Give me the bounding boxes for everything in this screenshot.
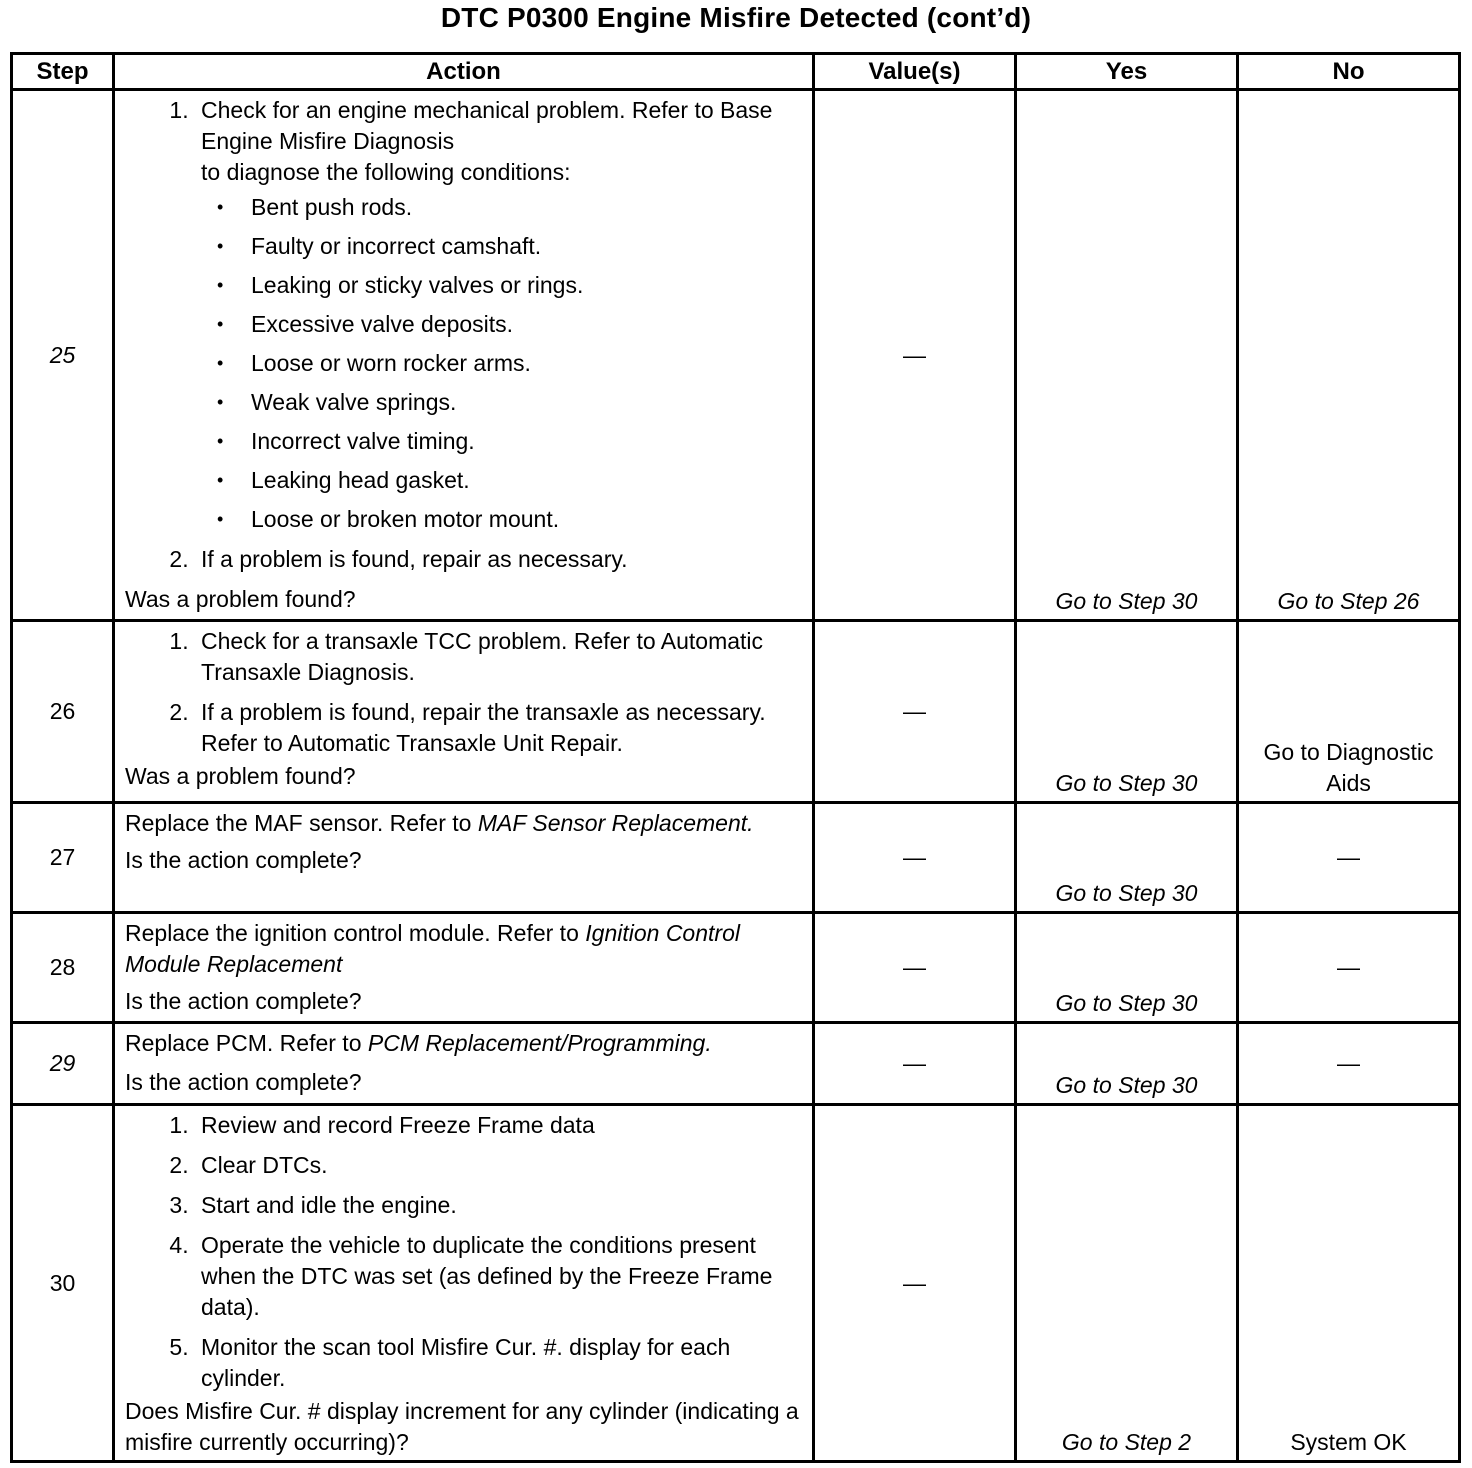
question-text: Was a problem found? [125,586,356,612]
step-number: 28 [12,913,114,1023]
table-row-step-30 [12,1105,1460,1462]
list-item: 2. If a problem is found, repair as necessary. [195,544,806,575]
question-text: Was a problem found? [125,763,356,789]
no-cell: — [1238,803,1460,913]
table-row-step-25 [12,90,1460,621]
value-cell: — [814,913,1016,1023]
list-item-text: Check for an engine mechanical problem. Refer to Base Engine Misfire Diagnosis [201,97,773,154]
step-number: 29 [12,1023,114,1105]
question-text: Is the action complete? [125,847,362,873]
action-cell [114,803,814,913]
action-text: Replace the MAF sensor. Refer to [125,810,472,836]
action-text: Replace PCM. Refer to [125,1030,362,1056]
step-number: 25 [12,90,114,621]
diagnostic-table [10,52,1461,1463]
no-cell: Go to Step 26 [1238,90,1460,621]
action-cell [114,1105,814,1462]
step-number: 26 [12,621,114,803]
yes-cell: Go to Step 30 [1016,90,1238,621]
step-number: 30 [12,1105,114,1462]
value-cell: — [814,1105,1016,1462]
no-cell-text: Go to Diagnostic Aids [1263,739,1434,796]
reference-link-text: Ignition Control Module Replacement [125,920,740,977]
list-item: 2. If a problem is found, repair the transaxle as necessary. Refer to Automatic Transaxle Unit Repair. [195,697,806,759]
condition-item: • Bent push rods. [245,192,806,223]
header-yes: Yes [1016,54,1238,90]
no-cell: System OK [1238,1105,1460,1462]
yes-cell: Go to Step 30 [1016,1023,1238,1105]
no-cell [1238,621,1460,803]
table-header-row [12,54,1460,90]
condition-item: • Loose or worn rocker arms. [245,348,806,379]
action-list [125,1110,806,1394]
action-cell [114,1023,814,1105]
page-title: DTC P0300 Engine Misfire Detected (cont’d) [440,2,1032,33]
list-item: 3. Start and idle the engine. [195,1190,806,1221]
step-number: 27 [12,803,114,913]
condition-item: • Leaking or sticky valves or rings. [245,270,806,301]
table-row-step-28 [12,913,1460,1023]
reference-link-text: MAF Sensor Replacement. [477,810,754,836]
list-item: 2. Clear DTCs. [195,1150,806,1181]
question-text: Is the action complete? [125,988,362,1014]
header-action: Action [114,54,814,90]
list-item: 1. Check for a transaxle TCC problem. Refer to Automatic Transaxle Diagnosis. [195,626,806,688]
action-cell [114,90,814,621]
list-item: 5. Monitor the scan tool Misfire Cur. #. display for each cylinder. [195,1332,806,1394]
value-cell: — [814,90,1016,621]
condition-item: • Leaking head gasket. [245,465,806,496]
yes-cell: Go to Step 2 [1016,1105,1238,1462]
action-cell [114,913,814,1023]
list-item: 4. Operate the vehicle to duplicate the conditions present when the DTC was set (as defined by the Freeze Frame data). [195,1230,806,1323]
action-list [125,95,806,575]
reference-link-text: PCM Replacement/Programming. [367,1030,712,1056]
table-row-step-27 [12,803,1460,913]
header-values: Value(s) [814,54,1016,90]
no-cell: — [1238,913,1460,1023]
list-item [195,95,806,535]
question-text: Does Misfire Cur. # display increment for any cylinder (indicating a misfire currently occurring)? [125,1398,799,1455]
header-no: No [1238,54,1460,90]
list-item-continuation: to diagnose the following conditions: [201,159,571,185]
value-cell: — [814,1023,1016,1105]
value-cell: — [814,621,1016,803]
table-row-step-29 [12,1023,1460,1105]
action-list [125,626,806,759]
header-step: Step [12,54,114,90]
yes-cell: Go to Step 30 [1016,621,1238,803]
no-cell: — [1238,1023,1460,1105]
value-cell: — [814,803,1016,913]
action-cell [114,621,814,803]
condition-item: • Incorrect valve timing. [245,426,806,457]
condition-item: • Excessive valve deposits. [245,309,806,340]
yes-cell: Go to Step 30 [1016,803,1238,913]
condition-list [201,192,806,535]
condition-item: • Loose or broken motor mount. [245,504,806,535]
action-text: Replace the ignition control module. Refer to [125,920,579,946]
table-row-step-26 [12,621,1460,803]
condition-item: • Faulty or incorrect camshaft. [245,231,806,262]
yes-cell: Go to Step 30 [1016,913,1238,1023]
condition-item: • Weak valve springs. [245,387,806,418]
list-item: 1. Review and record Freeze Frame data [195,1110,806,1141]
question-text: Is the action complete? [125,1069,362,1095]
